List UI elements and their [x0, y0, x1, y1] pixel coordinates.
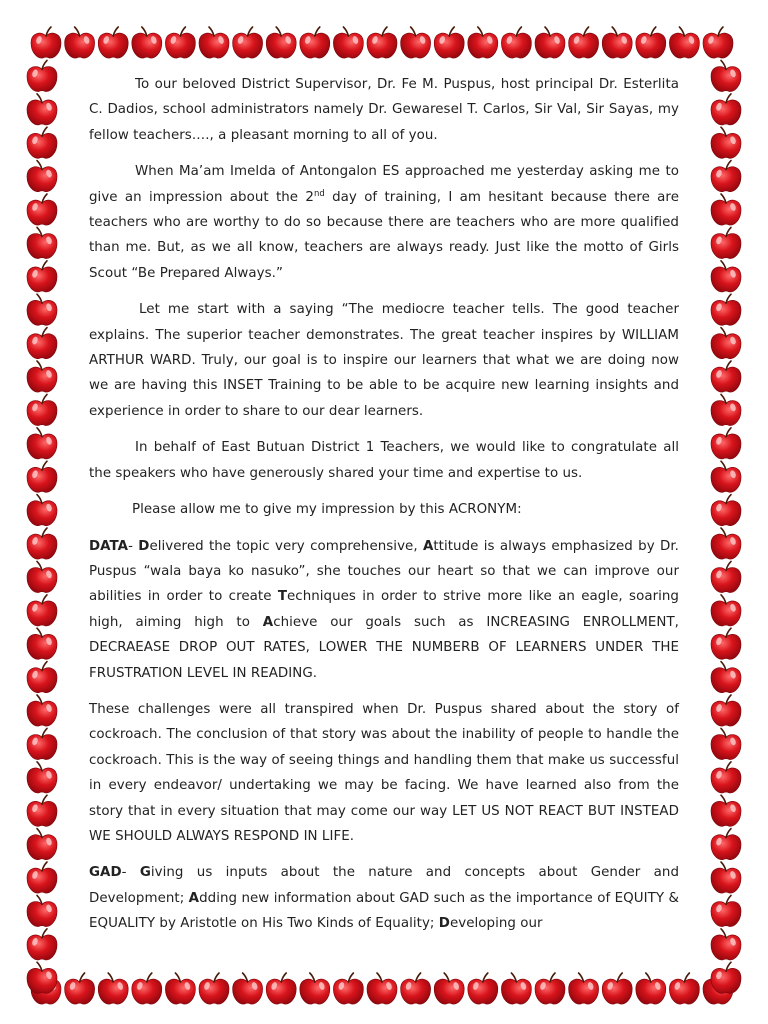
- red-apple-icon: [27, 428, 57, 459]
- red-apple-icon: [98, 27, 128, 58]
- red-apple-icon: [27, 361, 57, 392]
- red-apple-icon: [711, 461, 741, 492]
- red-apple-icon: [711, 94, 741, 125]
- red-apple-icon: [711, 194, 741, 225]
- red-apple-icon: [27, 762, 57, 793]
- red-apple-icon: [711, 161, 741, 192]
- red-apple-icon: [711, 595, 741, 626]
- red-apple-icon: [401, 973, 431, 1004]
- red-apple-icon: [703, 27, 733, 58]
- red-apple-icon: [27, 962, 57, 993]
- red-apple-icon: [27, 127, 57, 158]
- red-apple-icon: [27, 595, 57, 626]
- red-apple-icon: [27, 662, 57, 693]
- data-acronym-paragraph: DATA- Delivered the topic very comprehensive, Attitude is always emphasized by Dr. Puspus “wala baya ko nasuko”, she touches our heart so that we can improve our abilities in order to create Techniques in order to strive more like an eagle, soaring high, aiming high to Achieve our goals such as INCREASING ENROLLMENT, DECRAEASE DROP OUT RATES, LOWER THE NUMBERB OF LEARNERS UNDER THE FRUSTRATION LEVEL IN READING.: [89, 538, 679, 681]
- red-apple-icon: [233, 27, 263, 58]
- red-apple-icon: [434, 973, 464, 1004]
- red-apple-icon: [711, 227, 741, 258]
- red-apple-icon: [27, 94, 57, 125]
- red-apple-icon: [468, 973, 498, 1004]
- red-apple-icon: [199, 973, 229, 1004]
- red-apple-icon: [711, 962, 741, 993]
- red-apple-icon: [434, 27, 464, 58]
- red-apple-icon: [602, 27, 632, 58]
- red-apple-icon: [569, 973, 599, 1004]
- red-apple-icon: [711, 361, 741, 392]
- red-apple-icon: [636, 27, 666, 58]
- red-apple-icon: [711, 829, 741, 860]
- red-apple-icon: [711, 60, 741, 91]
- red-apple-icon: [669, 27, 699, 58]
- cockroach-story-paragraph: These challenges were all transpired when Dr. Puspus shared about the story of cockroach. The conclusion of that story was about the inability of people to handle the cockroach. This is the way of seeing things and handling them that make us successful in every endeavor/ undertaking we may be facing. We have learned also from the story that in every situation that may come our way LET US NOT REACT BUT INSTEAD WE SHOULD ALWAYS RESPOND IN LIFE.: [89, 701, 679, 844]
- red-apple-icon: [711, 862, 741, 893]
- red-apple-icon: [199, 27, 229, 58]
- salutation-paragraph: To our beloved District Supervisor, Dr. Fe M. Puspus, host principal Dr. Esterlita C. Dadios, school administrators namely Dr. Gewaresel T. Carlos, Sir Val, Sir Sayas, my fellow teachers…., a pleasant morning to all of you.: [89, 77, 679, 143]
- red-apple-icon: [711, 495, 741, 526]
- red-apple-icon: [602, 973, 632, 1004]
- red-apple-icon: [27, 895, 57, 926]
- red-apple-icon: [711, 662, 741, 693]
- red-apple-icon: [27, 695, 57, 726]
- red-apple-icon: [711, 795, 741, 826]
- red-apple-icon: [31, 27, 61, 58]
- red-apple-icon: [711, 394, 741, 425]
- red-apple-icon: [98, 973, 128, 1004]
- red-apple-icon: [132, 27, 162, 58]
- red-apple-icon: [27, 528, 57, 559]
- red-apple-icon: [367, 27, 397, 58]
- red-apple-icon: [165, 27, 195, 58]
- red-apple-icon: [27, 294, 57, 325]
- red-apple-icon: [711, 895, 741, 926]
- red-apple-icon: [27, 261, 57, 292]
- red-apple-icon: [711, 762, 741, 793]
- red-apple-icon: [501, 27, 531, 58]
- congratulation-paragraph: In behalf of East Butuan District 1 Teachers, we would like to congratulate all the speakers who have generously shared your time and expertise to us.: [89, 440, 679, 481]
- red-apple-icon: [27, 161, 57, 192]
- red-apple-icon: [300, 973, 330, 1004]
- red-apple-icon: [132, 973, 162, 1004]
- red-apple-icon: [711, 929, 741, 960]
- red-apple-icon: [711, 695, 741, 726]
- red-apple-icon: [27, 461, 57, 492]
- red-apple-icon: [401, 27, 431, 58]
- red-apple-icon: [636, 973, 666, 1004]
- red-apple-icon: [27, 795, 57, 826]
- red-apple-icon: [27, 495, 57, 526]
- acronym-term: DATA: [89, 538, 129, 554]
- red-apple-icon: [266, 973, 296, 1004]
- red-apple-icon: [711, 261, 741, 292]
- red-apple-icon: [333, 27, 363, 58]
- red-apple-icon: [266, 27, 296, 58]
- red-apple-icon: [27, 628, 57, 659]
- letter-body: [89, 72, 679, 948]
- quote-paragraph: Let me start with a saying “The mediocre teacher tells. The good teacher explains. The superior teacher demonstrates. The great teacher inspires by WILLIAM ARTHUR WARD. Truly, our goal is to inspire our learners that what we are doing now we are having this INSET Training to be able to be acquire new learning insights and experience in order to share to our dear learners.: [89, 302, 679, 419]
- red-apple-icon: [711, 561, 741, 592]
- red-apple-icon: [333, 973, 363, 1004]
- gad-acronym-paragraph: GAD- Giving us inputs about the nature and concepts about Gender and Development; Adding new information about GAD such as the importance of EQUITY & EQUALITY by Aristotle on His Two Kinds of Equality; Developing our: [89, 865, 679, 932]
- red-apple-icon: [669, 973, 699, 1004]
- red-apple-icon: [27, 227, 57, 258]
- red-apple-icon: [569, 27, 599, 58]
- red-apple-icon: [65, 27, 95, 58]
- red-apple-icon: [367, 973, 397, 1004]
- red-apple-icon: [711, 428, 741, 459]
- red-apple-icon: [165, 973, 195, 1004]
- red-apple-icon: [501, 973, 531, 1004]
- red-apple-icon: [468, 27, 498, 58]
- red-apple-icon: [27, 862, 57, 893]
- red-apple-icon: [300, 27, 330, 58]
- red-apple-icon: [535, 973, 565, 1004]
- red-apple-icon: [27, 194, 57, 225]
- red-apple-icon: [27, 60, 57, 91]
- red-apple-icon: [711, 294, 741, 325]
- red-apple-icon: [27, 829, 57, 860]
- acronym-term: GAD: [89, 865, 122, 881]
- red-apple-icon: [711, 628, 741, 659]
- red-apple-icon: [711, 127, 741, 158]
- red-apple-icon: [27, 561, 57, 592]
- red-apple-icon: [27, 728, 57, 759]
- red-apple-icon: [711, 328, 741, 359]
- red-apple-icon: [711, 528, 741, 559]
- red-apple-icon: [27, 929, 57, 960]
- red-apple-icon: [27, 394, 57, 425]
- red-apple-icon: [711, 728, 741, 759]
- red-apple-icon: [535, 27, 565, 58]
- red-apple-icon: [65, 973, 95, 1004]
- intro-paragraph: When Ma’am Imelda of Antongalon ES approached me yesterday asking me to give an impression about the 2nd day of training, I am hesitant because there are teachers who are worthy to do so because there are teachers who are more qualified than me. But, as we all know, teachers are always ready. Just like the motto of Girls Scout “Be Prepared Always.”: [89, 164, 679, 281]
- ordinal-suffix: nd: [313, 188, 325, 199]
- acronym-intro-paragraph: Please allow me to give my impression by this ACRONYM:: [132, 502, 522, 518]
- red-apple-icon: [27, 328, 57, 359]
- red-apple-icon: [233, 973, 263, 1004]
